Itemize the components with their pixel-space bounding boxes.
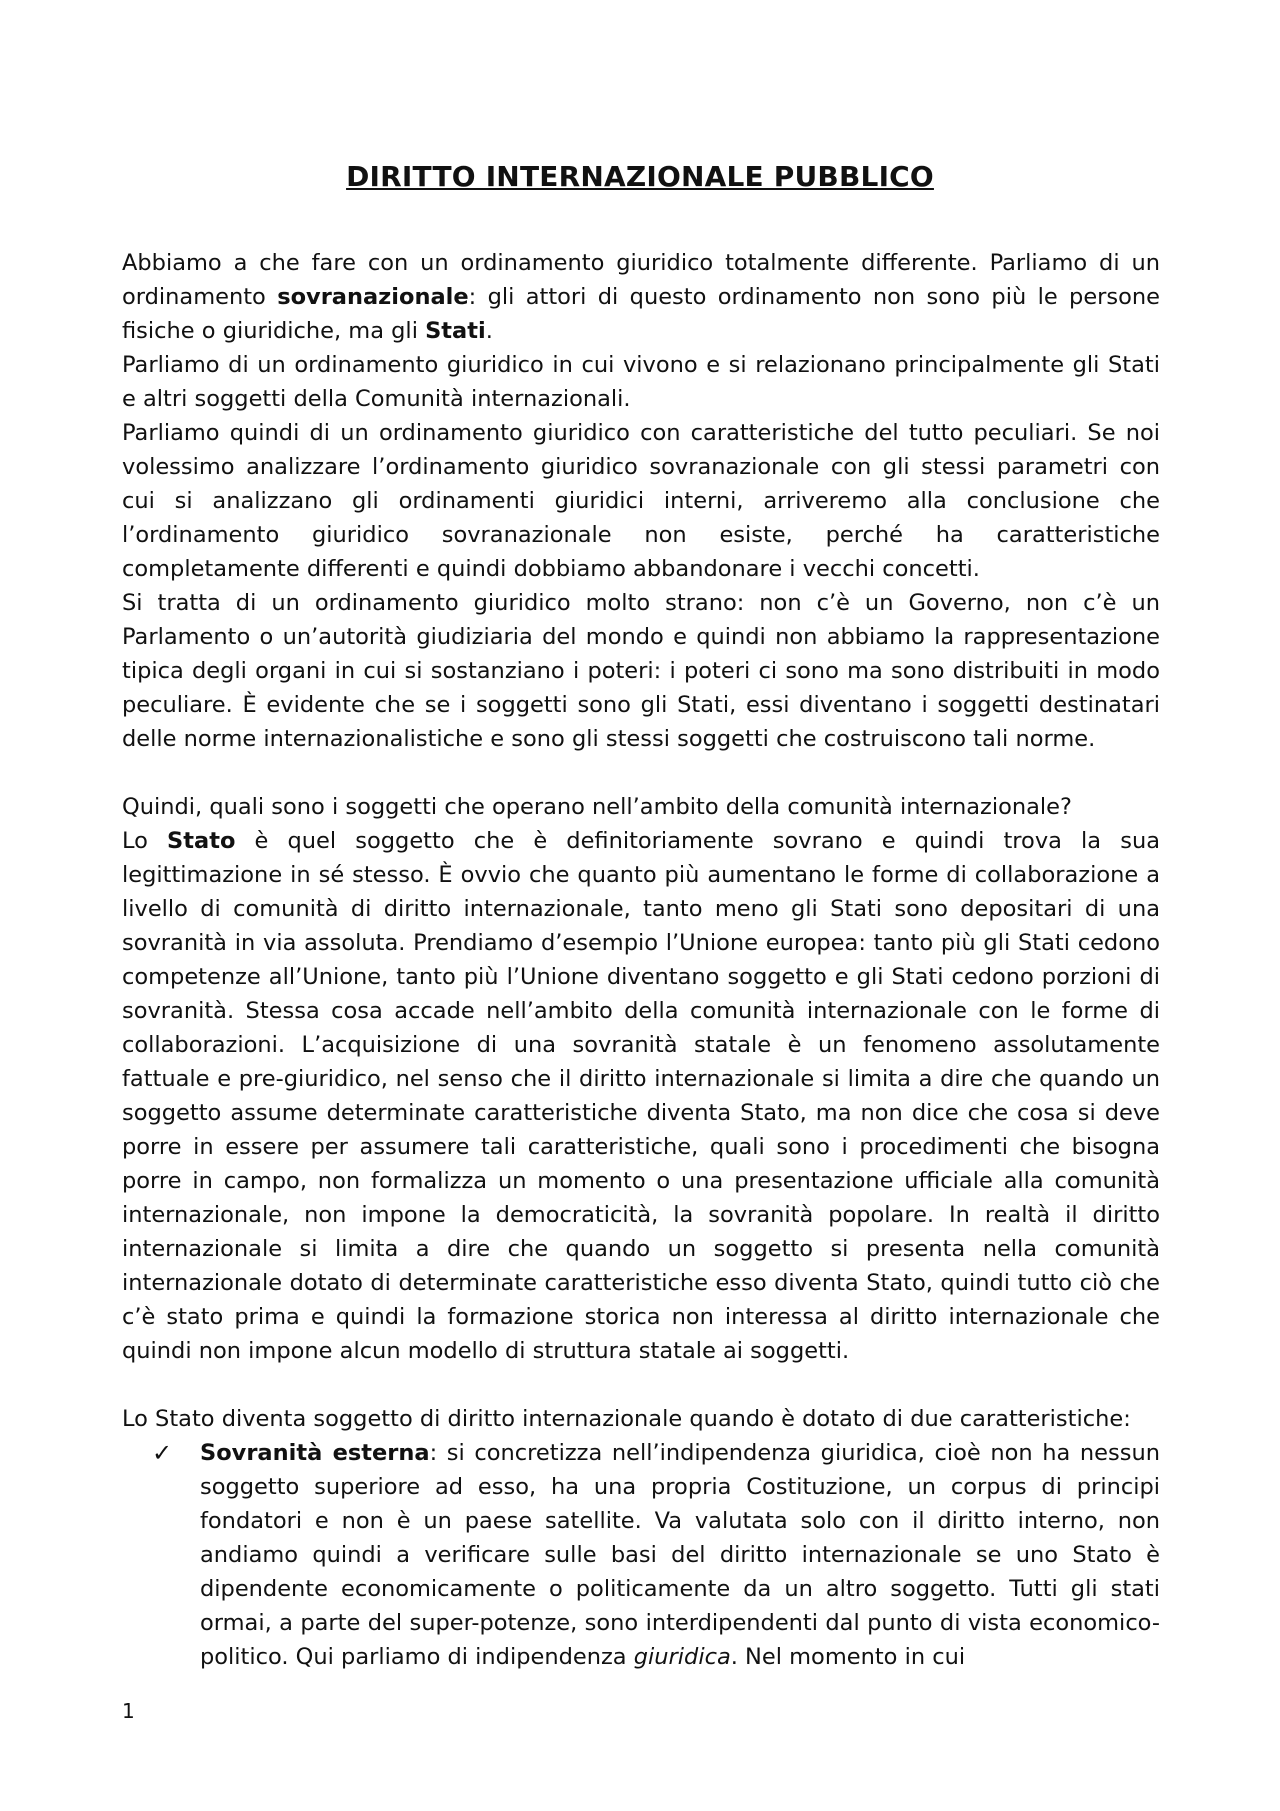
text-run: è quel soggetto che è definitoriamente sovrano e quindi trova la sua legittimazione in sé stesso. È ovvio che quanto più aumentano le forme di collaborazione a livello di comunità di diritto internazionale, tanto meno gli Stati sono depositari di una sovranità in via assoluta. Prendiamo d’esempio l’Unione europea: tanto più gli Stati cedono competenze all’Unione, tanto più l’Unione diventano soggetto e gli Stati cedono porzioni di sovranità. Stessa cosa accade nell’ambito della comunità internazionale con le forme di collaborazioni. L’acquisizione di una sovranità statale è un fenomeno assolutamente fattuale e pre-giuridico, nel senso che il diritto internazionale si limita a dire che quando un soggetto assume determinate caratteristiche diventa Stato, ma non dice che cosa si deve porre in essere per assumere tali caratteristiche, quali sono i procedimenti che bisogna porre in campo, non formalizza un momento o una presentazione ufficiale alla comunità internazionale, non impone la democraticità, la sovranità popolare. In realtà il diritto internazionale si limita a dire che quando un soggetto si presenta nella comunità internazionale dotato di determinate caratteristiche esso diventa Stato, quindi tutto ciò che c’è stato prima e quindi la formazione storica non interessa al diritto internazionale che quindi non impone alcun modello di struttura statale ai soggetti. xyxy=(122,828,1160,1364)
paragraph xyxy=(122,1402,1160,1436)
text-run: Lo Stato diventa soggetto di diritto internazionale quando è dotato di due caratteristiche: xyxy=(122,1406,1131,1432)
paragraph-spacer xyxy=(122,756,1160,790)
text-run: : gli attori di questo ordinamento non sono più le persone fisiche o giuridiche, ma gli xyxy=(122,284,1161,344)
text-run: Abbiamo a che fare con un ordinamento giuridico totalmente differente. Parliamo di un ordinamento xyxy=(122,250,1160,310)
list-item xyxy=(122,1436,1160,1674)
text-run: : si concretizza nell’indipendenza giuridica, cioè non ha nessun soggetto superiore ad esso, ha una propria Costituzione, un corpus di principi fondatori e non è un paese satellite. Va valutata solo con il diritto interno, non andiamo quindi a verificare sulle basi del diritto internazionale se uno Stato è dipendente economicamente o politicamente da un altro soggetto. Tutti gli stati ormai, a parte del super-potenze, sono interdipendenti dal punto di vista economico-politico. Qui parliamo di indipendenza xyxy=(200,1440,1160,1670)
document-title: DIRITTO INTERNAZIONALE PUBBLICO xyxy=(346,160,934,193)
page-number: 1 xyxy=(122,1699,135,1723)
paragraph xyxy=(122,246,1160,348)
bold-text: Stato xyxy=(167,828,236,854)
bold-text: Sovranità esterna xyxy=(200,1440,430,1466)
text-run: Si tratta di un ordinamento giuridico molto strano: non c’è un Governo, non c’è un Parlamento o un’autorità giudiziaria del mondo e quindi non abbiamo la rappresentazione tipica degli organi in cui si sostanziano i poteri: i poteri ci sono ma sono distribuiti in modo peculiare. È evidente che se i soggetti sono gli Stati, essi diventano i soggetti destinatari delle norme internazionalistiche e sono gli stessi soggetti che costruiscono tali norme. xyxy=(122,590,1160,752)
paragraph-spacer xyxy=(122,1368,1160,1402)
text-run: Parliamo di un ordinamento giuridico in cui vivono e si relazionano principalmente gli Stati e altri soggetti della Comunità internazionali. xyxy=(122,352,1160,412)
paragraph xyxy=(122,416,1160,586)
bold-text: Stati xyxy=(425,318,486,344)
text-run: Parliamo quindi di un ordinamento giuridico con caratteristiche del tutto peculiari. Se noi volessimo analizzare l’ordinamento giuridico sovranazionale con gli stessi parametri con cui si analizzano gli ordinamenti giuridici interni, arriveremo alla conclusione che l’ordinamento giuridico sovranazionale non esiste, perché ha caratteristiche completamente differenti e quindi dobbiamo abbandonare i vecchi concetti. xyxy=(122,420,1160,582)
paragraph xyxy=(122,586,1160,756)
bullet-list xyxy=(122,1436,1160,1674)
document-body xyxy=(122,246,1160,1674)
text-run: Lo xyxy=(122,828,168,854)
checkmark-icon: ✓ xyxy=(152,1439,173,1467)
bold-text: sovranazionale xyxy=(277,284,469,310)
paragraph xyxy=(122,790,1160,824)
text-run: Quindi, quali sono i soggetti che operano nell’ambito della comunità internazionale? xyxy=(122,794,1072,820)
italic-text: giuridica xyxy=(633,1644,731,1670)
paragraph xyxy=(122,348,1160,416)
text-run: . Nel momento in cui xyxy=(730,1644,966,1670)
text-run: . xyxy=(485,318,493,344)
paragraph xyxy=(122,824,1160,1368)
